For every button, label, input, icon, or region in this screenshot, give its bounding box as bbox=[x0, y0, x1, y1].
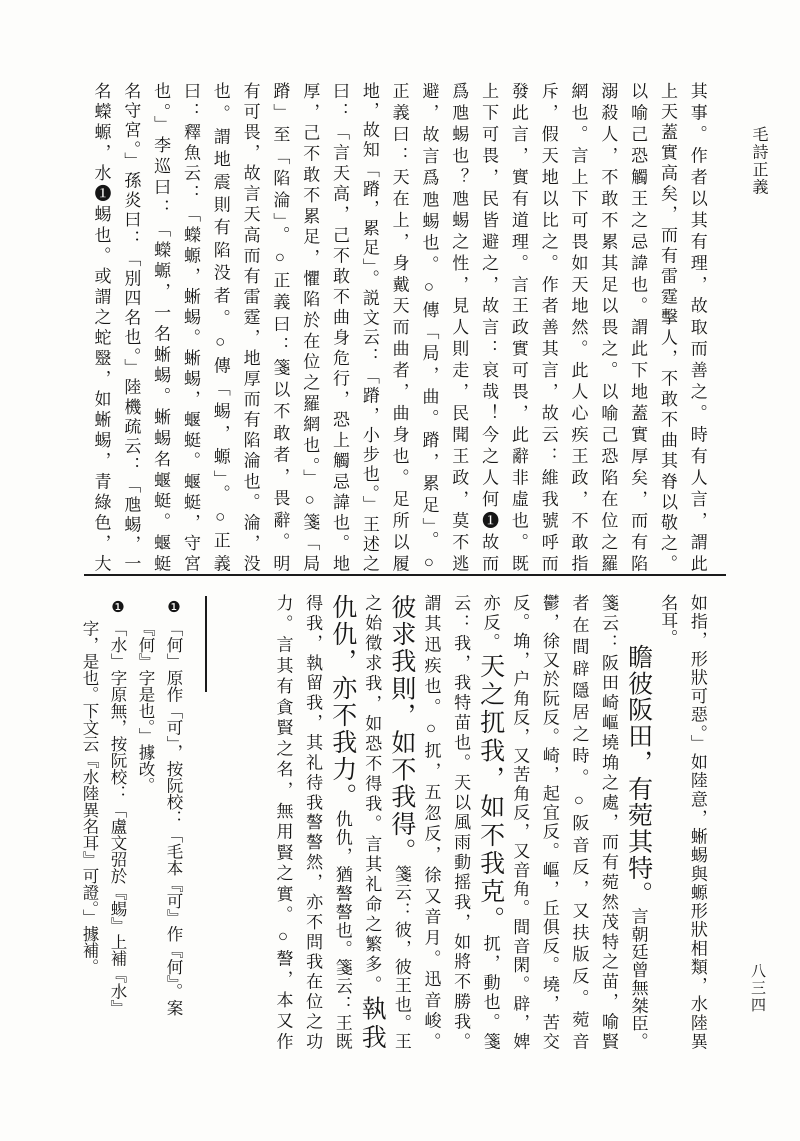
commentary-text: 反。埆，户角反，又苦角反，又音角。間音閑。辟，婢 bbox=[510, 594, 530, 1050]
commentary-text: 箋云：阪田崎嶇墝埆之處，而有菀然茂特之苗，喻賢 bbox=[599, 594, 619, 1050]
commentary-text: 亦反。 bbox=[480, 594, 500, 653]
commentary-text: 言朝廷曾無桀臣。 bbox=[628, 907, 648, 1051]
commentary-text: 鬱，徐又於阮反。崎，起宜反。嶇，丘俱反。墝，苦交 bbox=[539, 594, 559, 1050]
text-column bbox=[653, 594, 683, 1050]
commentary-text: 者在間辟隱居之時。○阪音反，又扶版反。菀音 bbox=[569, 594, 589, 1050]
commentary-text: 箋云：彼，彼王也。王 bbox=[391, 865, 411, 1051]
text-column bbox=[446, 594, 476, 1050]
verse-column bbox=[386, 594, 416, 1050]
verse-column bbox=[327, 594, 357, 1050]
commentary-text: 得我，執留我，其礼待我謷謷然，亦不問我在位之功 bbox=[303, 594, 323, 1050]
commentary-text: 仇仇，猶謷謷也。箋云：王既 bbox=[332, 810, 352, 1051]
text-column: 蹐」至「陷淪」。○正義曰：箋以不敢者，畏辭。明 bbox=[270, 82, 290, 572]
commentary-text: 之始徵求我，如恐不得我。言其礼命之繁多。 bbox=[362, 594, 382, 996]
note-text: 『何』字是也。」據改。 bbox=[136, 620, 155, 794]
page-number: 八三四 bbox=[749, 963, 765, 1014]
text-column: 名蠑螈，水❶蜴也。或謂之蛇毉，如蜥蜴，青綠色，大 bbox=[91, 82, 111, 572]
commentary-text: 力。言其有貪賢之名，無用賢之實。○謷，本又作 bbox=[273, 594, 293, 1050]
verse-text: 天之扤我，如不我克。 bbox=[476, 652, 504, 935]
collation-note bbox=[104, 594, 132, 1050]
text-column: 網也。言上下可畏如天地然。此人心疾王政，不敢指 bbox=[568, 82, 588, 572]
collation-notes-block bbox=[76, 594, 222, 1050]
bottom-half-text-block bbox=[76, 594, 712, 1050]
text-column: 正義曰：天在上，身戴天而曲者，曲身也。足所以履 bbox=[389, 82, 409, 572]
collation-note bbox=[160, 594, 188, 1050]
text-column bbox=[682, 594, 712, 1050]
commentary-text: 名耳。 bbox=[658, 594, 678, 647]
commentary-text: 云：我，我特苗也。天以風雨動摇我，如將不勝我。 bbox=[451, 594, 471, 1050]
text-column: 名守宮。」孫炎曰：「別四名也。」陸機疏云：「虺蜴，一 bbox=[121, 82, 141, 572]
note-text: 「何」原作「可」，按阮校：「毛本『可』作『何』。案 bbox=[164, 620, 183, 1016]
half-page-divider-rule bbox=[84, 574, 726, 576]
commentary-text: 謂其迅疾也。○扤，五忽反，徐又音月。迅音峻。 bbox=[421, 594, 441, 1050]
text-column: 溺殺人，不敢不累其足以畏之。以喻己恐陷在位之羅 bbox=[598, 82, 618, 572]
text-column: 曰：釋魚云：「蠑螈，蜥蜴。蜥蜴，蝘蜓。蝘蜓，守宮 bbox=[180, 82, 200, 572]
text-column: 爲虺蜴也？虺蜴之性，見人則走，民聞王政，莫不逃 bbox=[449, 82, 469, 572]
top-half-text-block bbox=[86, 82, 712, 572]
text-column: 避，故言爲虺蜴也。○傳「局，曲。蹐，累足」。○ bbox=[419, 82, 439, 572]
verse-text: 執我 bbox=[358, 995, 386, 1051]
text-column bbox=[534, 594, 564, 1050]
verse-column bbox=[357, 594, 387, 1050]
verse-text: 彼求我則，如不我得。 bbox=[387, 594, 415, 866]
text-column: 以喻己恐觸王之忌諱也。謂此下地蓋實厚矣，而有陷 bbox=[628, 82, 648, 572]
note-text: 字，是也。下文云『水陸異名耳』可證。」據補。 bbox=[80, 620, 99, 975]
commentary-text: 如指，形狀可惡。」如陸意，蜥蜴與螈形狀相類，水陸異 bbox=[687, 594, 707, 1050]
text-column: 斥，假天地以比之。作者善其言，故云：維我號呼而 bbox=[538, 82, 558, 572]
verse-text: 瞻彼阪田，有菀其特。 bbox=[624, 644, 652, 908]
bottom-main-text bbox=[268, 594, 712, 1050]
text-column bbox=[268, 594, 298, 1050]
text-column: 地，故知「蹐，累足」。説文云：「蹐，小步也。」王述之 bbox=[359, 82, 379, 572]
text-column: 也。謂地震則有陷没者。○傳「蜴，螈」。○正義 bbox=[210, 82, 230, 572]
note-marker-2: ❶ bbox=[111, 600, 125, 616]
text-column: 上天蓋實高矣，而有雷霆擊人，不敢不曲其脊以敬之。 bbox=[657, 82, 677, 572]
commentary-text: 扤，動也。箋 bbox=[480, 934, 500, 1051]
text-column: 有可畏，故言天高而有雷霆，地厚而有陷淪也。淪，没 bbox=[240, 82, 260, 572]
text-column: 曰：「言天高，己不敢不曲身危行，恐上觸忌諱也。地 bbox=[330, 82, 349, 572]
note-text: 「水」字原無，按阮校：「盧文弨於『蜴』上補『水』 bbox=[108, 620, 127, 1016]
collation-divider-rule bbox=[205, 596, 207, 692]
text-column bbox=[416, 594, 446, 1050]
text-column: 其事。作者以其有理，故取而善之。時有人言，謂此 bbox=[687, 82, 707, 572]
collation-note bbox=[132, 594, 160, 1050]
verse-column bbox=[623, 594, 653, 1050]
text-column bbox=[505, 594, 535, 1050]
text-column bbox=[594, 594, 624, 1050]
text-column: 上下可畏，民皆避之，故言：哀哉！今之人何❶故而 bbox=[479, 82, 499, 572]
text-column: 厚，己不敢不累足，懼陷於在位之羅網也。」○箋「局 bbox=[300, 82, 320, 572]
collation-note bbox=[76, 594, 104, 1050]
text-column: 也。」李巡曰：「蠑螈，一名蜥蜴。蜥蜴名蝘蜓。蝘蜓 bbox=[151, 82, 171, 572]
note-marker-1: ❶ bbox=[167, 600, 181, 616]
text-column: 發此言，實有道理。言王政實可畏，此辭非虛也。既 bbox=[508, 82, 528, 572]
text-column bbox=[298, 594, 328, 1050]
running-title: 毛詩正義 bbox=[750, 126, 767, 196]
text-column bbox=[564, 594, 594, 1050]
verse-text: 仇仇，亦不我力。 bbox=[328, 594, 356, 811]
verse-column bbox=[475, 594, 505, 1050]
